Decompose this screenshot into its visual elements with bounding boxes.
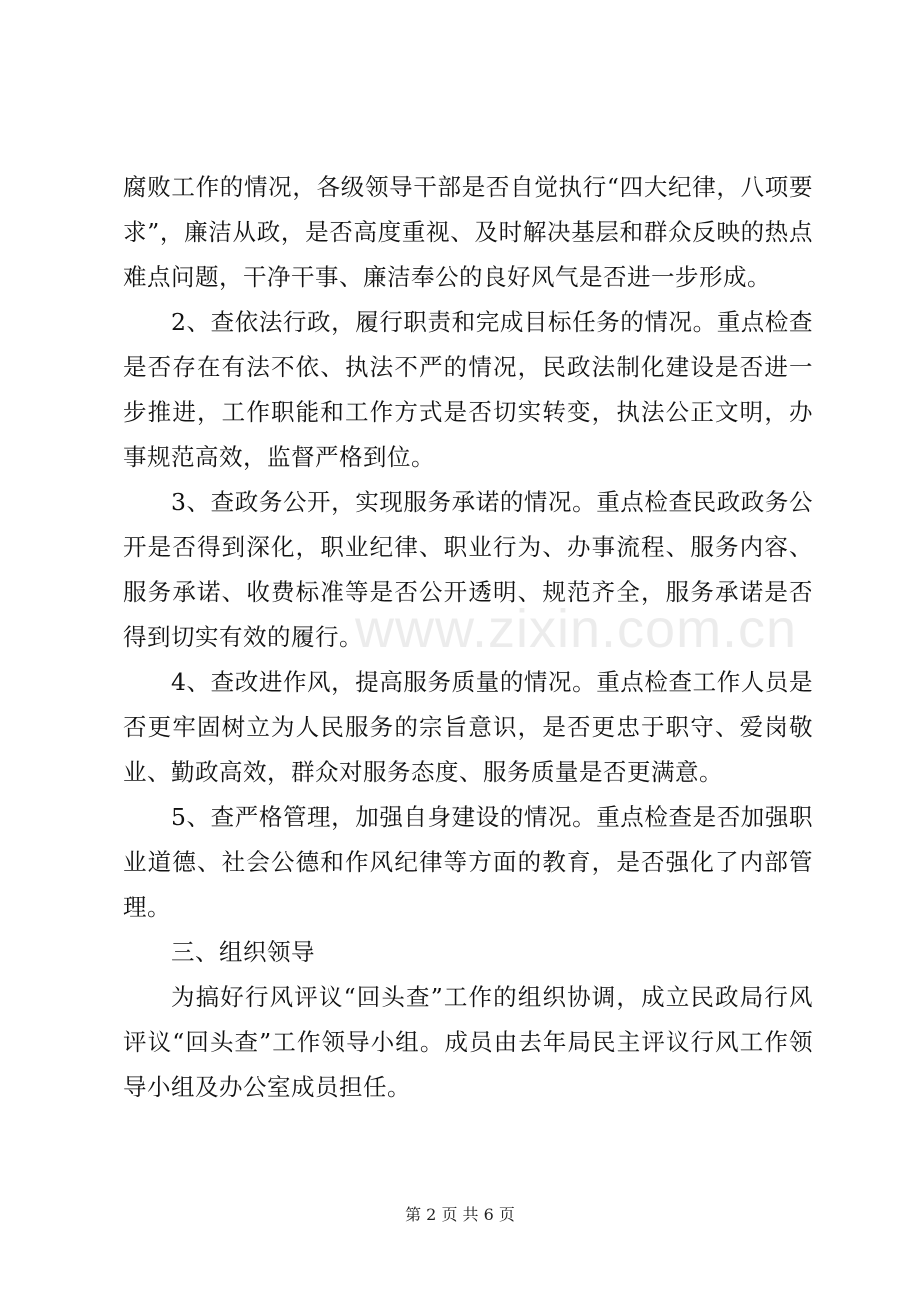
- paragraph: 2、查依法行政，履行职责和完成目标任务的情况。重点检查是否存在有法不依、执法不严的情况，民政法制化建设是否进一步推进，工作职能和工作方式是否切实转变，执法公正文明，办事规范高效，监督严格到位。: [123, 308, 813, 471]
- paragraph: 腐败工作的情况，各级领导干部是否自觉执行“四大纪律，八项要求”，廉洁从政，是否高度重视、及时解决基层和群众反映的热点难点问题，干净干事、廉洁奉公的良好风气是否进一步形成。: [123, 173, 813, 291]
- section-heading: 三、组织领导: [171, 938, 315, 966]
- paragraph: 5、查严格管理，加强自身建设的情况。重点检查是否加强职业道德、社会公德和作风纪律等方面的教育，是否强化了内部管理。: [123, 803, 813, 921]
- paragraph: 为搞好行风评议“回头查”工作的组织协调，成立民政局行风评议“回头查”工作领导小组。成员由去年局民主评议行风工作领导小组及办公室成员担任。: [123, 983, 813, 1101]
- paragraph: 3、查政务公开，实现服务承诺的情况。重点检查民政政务公开是否得到深化，职业纪律、职业行为、办事流程、服务内容、服务承诺、收费标准等是否公开透明、规范齐全，服务承诺是否得到切实有效的履行。: [123, 488, 813, 651]
- watermark: www.zixin.com.cn: [355, 599, 798, 659]
- document-body: [123, 165, 813, 1110]
- paragraph: 4、查改进作风，提高服务质量的情况。重点检查工作人员是否更牢固树立为人民服务的宗旨意识，是否更忠于职守、爱岗敬业、勤政高效，群众对服务态度、服务质量是否更满意。: [123, 668, 813, 786]
- page-footer: 第 2 页 共 6 页: [405, 1205, 515, 1224]
